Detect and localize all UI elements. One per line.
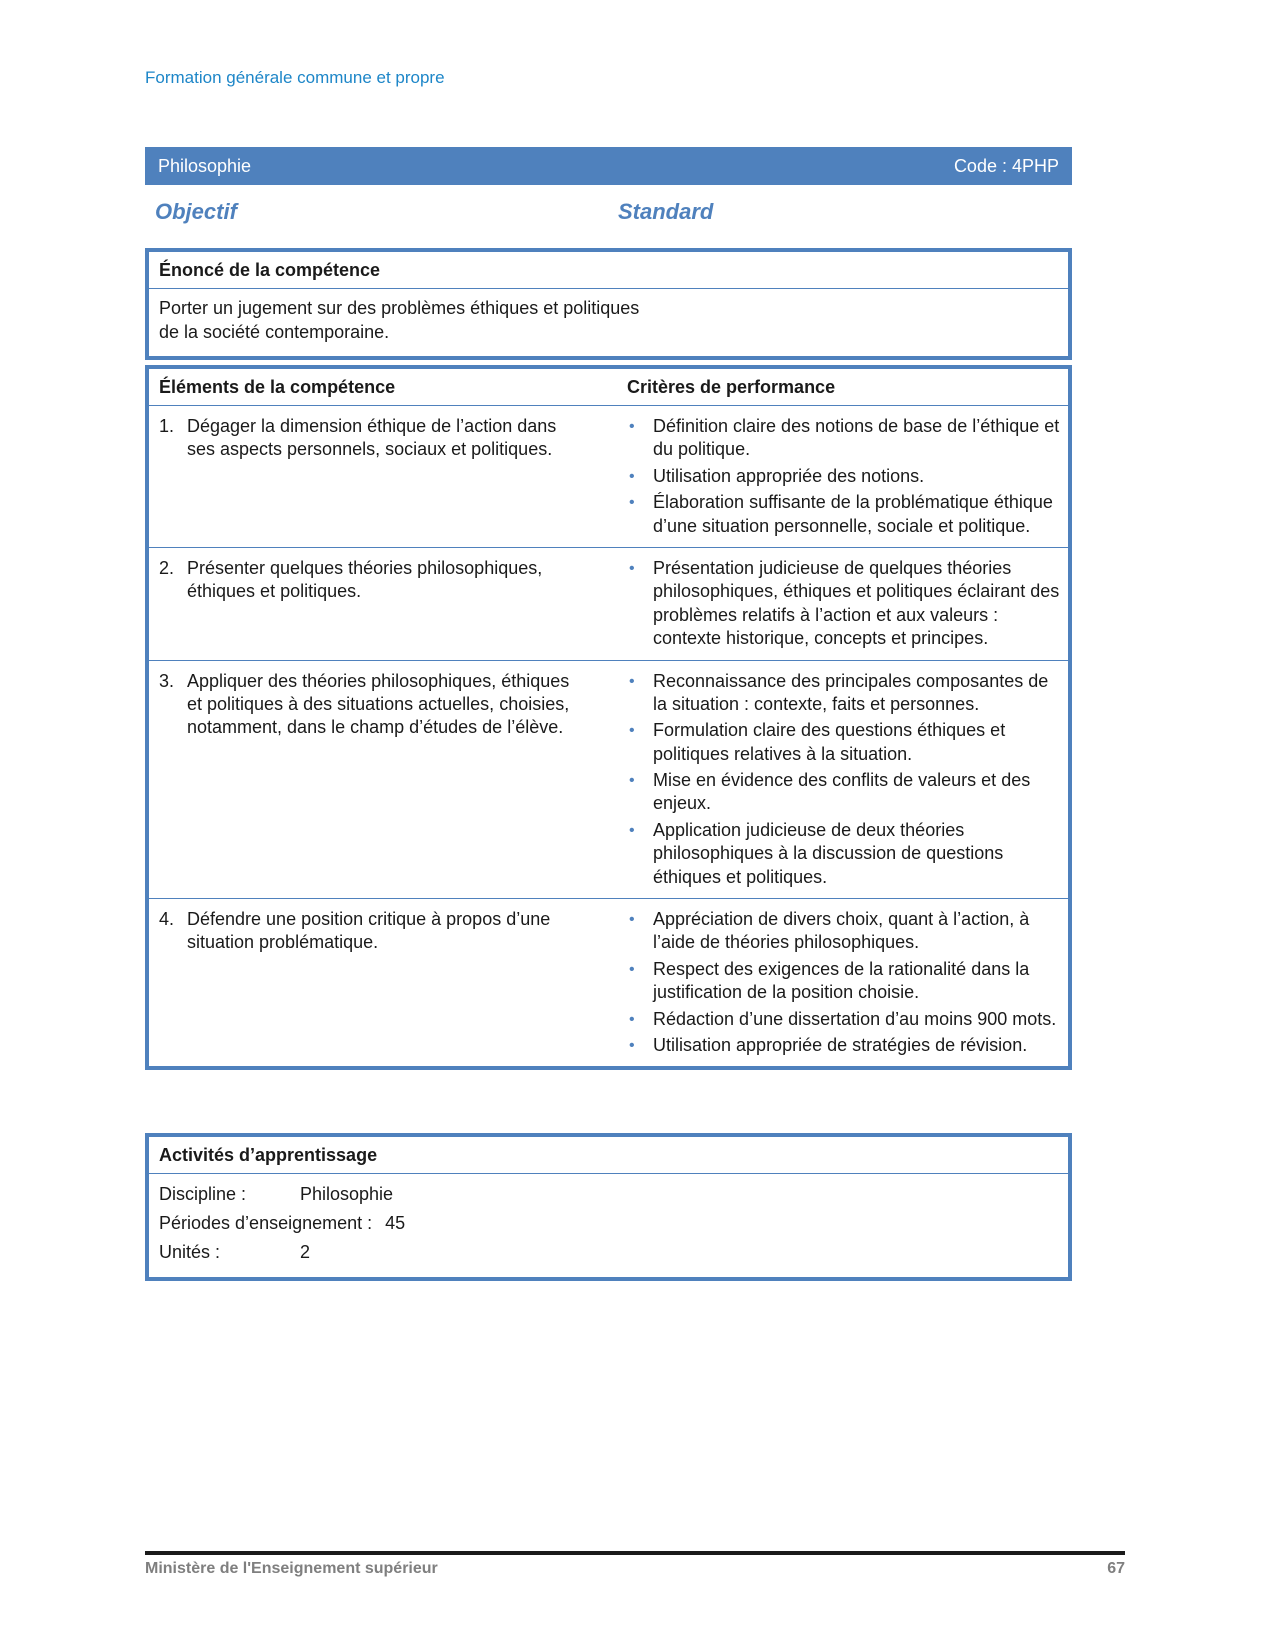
criteria-text: Mise en évidence des conflits de valeurs et des enjeux. — [653, 770, 1031, 814]
criteria-text: Rédaction d’une dissertation d’au moins 900 mots. — [653, 1008, 1057, 1029]
criteria-item — [625, 719, 1062, 766]
element-text: Présenter quelques théories philosophiques, éthiques et politiques. — [187, 557, 543, 602]
criteres-header: Critères de performance — [627, 377, 836, 397]
footer-ministry: Ministère de l'Enseignement supérieur — [145, 1560, 438, 1577]
activity-value: Philosophie — [300, 1184, 394, 1204]
element-cell — [149, 899, 621, 1066]
activity-line — [159, 1180, 1058, 1209]
enonce-box — [145, 248, 1072, 360]
table-row — [149, 899, 1068, 1066]
criteria-text: Élaboration suffisante de la problématique éthique d’une situation personnelle, sociale et politique. — [653, 492, 1053, 536]
activity-line — [159, 1209, 1058, 1238]
table-row — [149, 548, 1068, 661]
criteria-text: Appréciation de divers choix, quant à l’action, à l’aide de théories philosophiques. — [653, 909, 1030, 953]
element-cell — [149, 661, 621, 899]
footer-page-number: 67 — [1107, 1560, 1125, 1577]
bullet-icon: • — [629, 722, 635, 740]
criteria-item — [625, 908, 1062, 955]
criteria-cell — [621, 661, 1068, 899]
criteria-item — [625, 557, 1062, 651]
table-row — [149, 406, 1068, 548]
element-text: Dégager la dimension éthique de l’action dans ses aspects personnels, sociaux et politiques. — [187, 416, 557, 460]
bullet-icon: • — [629, 418, 635, 435]
objectif-heading: Objectif — [155, 199, 237, 224]
criteria-cell — [621, 899, 1068, 1066]
course-code: Code : 4PHP — [953, 155, 1059, 176]
activity-label: Unités : — [159, 1242, 221, 1263]
competence-table — [145, 365, 1072, 1070]
criteria-text: Respect des exigences de la rationalité dans la justification de la position choisie. — [653, 958, 1030, 1003]
criteria-text: Présentation judicieuse de quelques théories philosophiques, éthiques et politiques éclairant des problèmes relatifs à l’action et aux valeurs : contexte historique, concepts et principes. — [653, 557, 1060, 649]
criteria-list — [625, 670, 1062, 890]
course-title: Philosophie — [158, 155, 252, 176]
criteria-text: Formulation claire des questions éthiques et politiques relatives à la situation. — [653, 720, 1006, 764]
criteria-item — [625, 769, 1062, 816]
bullet-icon: • — [629, 494, 635, 512]
bullet-icon: • — [629, 911, 635, 929]
bullet-icon: • — [629, 772, 635, 790]
standard-heading: Standard — [618, 199, 714, 224]
criteria-text: Application judicieuse de deux théories philosophiques à la discussion de questions éthiques et politiques. — [653, 819, 1004, 887]
criteria-text: Reconnaissance des principales composantes de la situation : contexte, faits et personnes. — [653, 670, 1049, 714]
criteria-item — [625, 819, 1062, 889]
criteria-cell — [621, 548, 1068, 660]
element-cell — [149, 548, 621, 660]
element-text: Défendre une position critique à propos d’une situation problématique. — [187, 909, 551, 953]
criteria-item — [625, 491, 1062, 538]
activity-label: Périodes d’enseignement : — [159, 1213, 373, 1234]
activity-line — [159, 1238, 1058, 1267]
criteria-text: Utilisation appropriée des notions. — [653, 465, 925, 486]
element-cell — [149, 406, 621, 547]
breadcrumb: Formation générale commune et propre — [145, 68, 445, 87]
activities-body — [149, 1174, 1068, 1277]
criteria-item — [625, 1034, 1062, 1057]
table-row — [149, 661, 1068, 900]
bullet-icon: • — [629, 672, 635, 690]
activities-box — [145, 1133, 1072, 1281]
activity-label: Discipline : — [159, 1184, 247, 1204]
criteria-text: Définition claire des notions de base de l’éthique et du politique. — [653, 416, 1060, 460]
activity-value: 2 — [300, 1242, 311, 1263]
criteria-text: Utilisation appropriée de stratégies de révision. — [653, 1034, 1028, 1055]
bullet-icon: • — [629, 960, 635, 978]
criteria-item — [625, 415, 1062, 462]
enonce-body: Porter un jugement sur des problèmes éthiques et politiques de la société contemporaine. — [159, 298, 640, 343]
bullet-icon: • — [629, 1010, 635, 1028]
activities-header: Activités d’apprentissage — [149, 1137, 1068, 1174]
criteria-item — [625, 1008, 1062, 1031]
bullet-icon: • — [629, 1036, 635, 1054]
criteria-cell — [621, 406, 1068, 547]
competence-table-header — [149, 369, 1068, 406]
criteria-item — [625, 465, 1062, 488]
criteria-item — [625, 958, 1062, 1005]
element-number: 3. — [159, 670, 175, 691]
bullet-icon: • — [629, 467, 635, 485]
elements-header: Éléments de la compétence — [159, 377, 396, 397]
bullet-icon: • — [629, 821, 635, 839]
section-headings — [145, 199, 1072, 229]
element-number: 1. — [159, 416, 175, 436]
element-number: 4. — [159, 909, 175, 930]
element-text: Appliquer des théories philosophiques, éthiques et politiques à des situations actuelles, choisies, notamment, dans le champ d’études de l’élève. — [187, 670, 570, 738]
course-header-bar — [145, 147, 1072, 185]
element-number: 2. — [159, 557, 175, 578]
criteria-list — [625, 908, 1062, 1057]
criteria-item — [625, 670, 1062, 717]
footer-rule — [145, 1551, 1125, 1555]
bullet-icon: • — [629, 559, 635, 577]
activity-value: 45 — [385, 1213, 406, 1234]
enonce-header: Énoncé de la compétence — [149, 252, 1068, 289]
criteria-list — [625, 557, 1062, 651]
criteria-list — [625, 415, 1062, 538]
page-footer — [145, 1560, 1125, 1578]
